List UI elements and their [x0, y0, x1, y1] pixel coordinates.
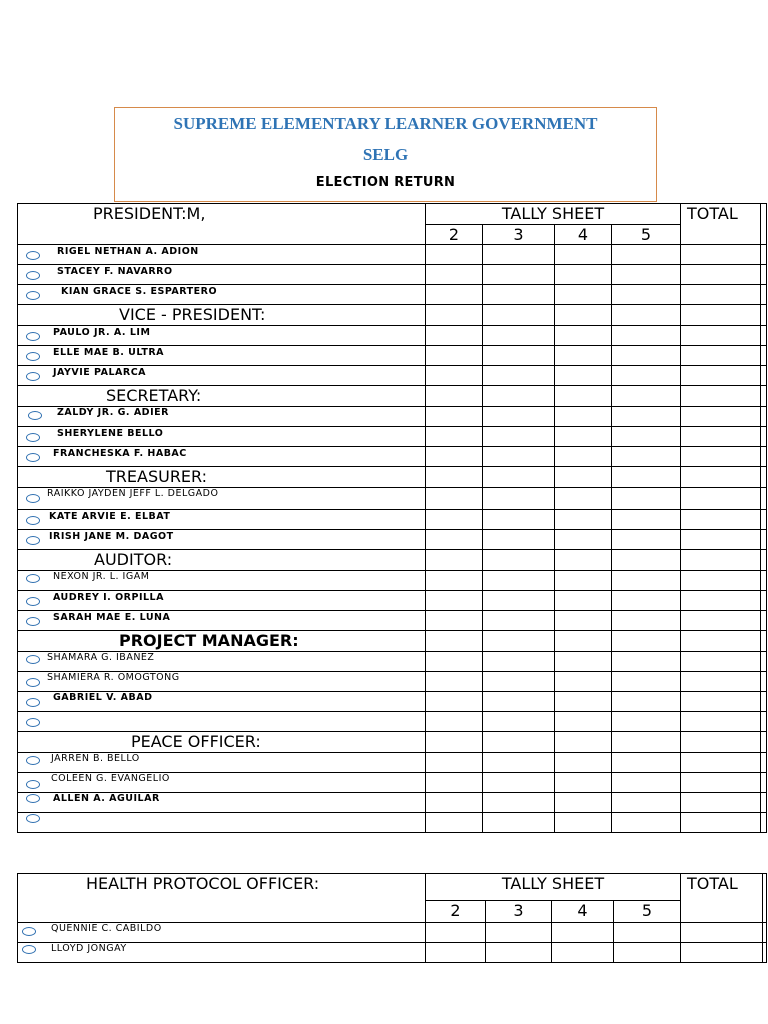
ballot-circle[interactable] — [26, 352, 40, 361]
candidate-name: STACEY F. NAVARRO — [57, 266, 173, 277]
table-row — [18, 943, 767, 963]
total-header: TOTAL — [681, 204, 761, 245]
candidate-name: ELLE MAE B. ULTRA — [53, 347, 164, 358]
ballot-circle[interactable] — [26, 655, 40, 664]
ballot-circle[interactable] — [26, 372, 40, 381]
candidate-name: PAULO JR. A. LIM — [53, 327, 151, 338]
table-row — [18, 510, 767, 530]
ballot-circle[interactable] — [26, 617, 40, 626]
candidate-name: RAIKKO JAYDEN JEFF L. DELGADO — [47, 488, 219, 499]
tally-col-4: 4 — [552, 901, 614, 923]
header-title: SUPREME ELEMENTARY LEARNER GOVERNMENT — [173, 114, 598, 133]
header-subtitle: SELG — [362, 145, 409, 164]
candidate-name: JAYVIE PALARCA — [53, 367, 147, 378]
table-row — [18, 326, 767, 346]
candidate-name: COLEEN G. EVANGELIO — [51, 773, 170, 784]
ballot-circle[interactable] — [26, 698, 40, 707]
table-row — [18, 753, 767, 773]
ballot-circle[interactable] — [26, 332, 40, 341]
tally-col-2: 2 — [426, 225, 483, 245]
table-row — [18, 245, 767, 265]
election-return-table — [17, 203, 767, 833]
tally-col-3: 3 — [483, 225, 555, 245]
table-row — [18, 712, 767, 732]
table-row — [18, 366, 767, 386]
ballot-circle[interactable] — [26, 574, 40, 583]
ballot-circle[interactable] — [22, 927, 36, 936]
candidate-name: AUDREY I. ORPILLA — [53, 592, 164, 603]
candidate-name: JARREN B. BELLO — [51, 753, 140, 764]
candidate-name: GABRIEL V. ABAD — [53, 692, 153, 703]
document-type: ELECTION RETURN — [315, 175, 456, 190]
treasurer-header: TREASURER: — [18, 467, 426, 488]
table-row — [18, 652, 767, 672]
ballot-circle[interactable] — [26, 291, 40, 300]
ballot-circle[interactable] — [26, 794, 40, 803]
table-row — [18, 793, 767, 813]
table-row — [18, 530, 767, 550]
ballot-circle[interactable] — [28, 411, 42, 420]
tally-col-3: 3 — [486, 901, 552, 923]
secretary-header: SECRETARY: — [18, 386, 426, 407]
ballot-circle[interactable] — [26, 536, 40, 545]
tally-col-2: 2 — [426, 901, 486, 923]
total-header: TOTAL — [681, 874, 763, 923]
table-row — [18, 571, 767, 591]
ballot-circle[interactable] — [26, 597, 40, 606]
table-row — [18, 447, 767, 467]
candidate-name: IRISH JANE M. DAGOT — [49, 531, 174, 542]
candidate-name: KIAN GRACE S. ESPARTERO — [61, 286, 218, 297]
ballot-circle[interactable] — [26, 251, 40, 260]
ballot-circle[interactable] — [26, 780, 40, 789]
candidate-name: LLOYD JONGAY — [51, 943, 127, 954]
table-row — [18, 488, 767, 510]
table-row — [18, 407, 767, 427]
candidate-name: ALLEN A. AGUILAR — [53, 793, 160, 804]
ballot-circle[interactable] — [26, 718, 40, 727]
tally-sheet-header: TALLY SHEET — [426, 204, 681, 225]
candidate-name: SHAMARA G. IBAÑEZ — [47, 652, 155, 663]
peace-officer-header: PEACE OFFICER: — [18, 732, 426, 753]
candidate-name: KATE ARVIE E. ELBAT — [49, 511, 171, 522]
table-row — [18, 813, 767, 833]
ballot-circle[interactable] — [26, 756, 40, 765]
ballot-circle[interactable] — [26, 271, 40, 280]
health-officer-header: HEALTH PROTOCOL OFFICER: — [18, 874, 426, 923]
table-row — [18, 427, 767, 447]
candidate-name: RIGEL NETHAN A. ADION — [57, 246, 199, 257]
health-officer-table — [17, 873, 767, 963]
ballot-circle[interactable] — [26, 453, 40, 462]
candidate-name: NEXON JR. L. IGAM — [53, 571, 150, 582]
table-row — [18, 611, 767, 631]
ballot-circle[interactable] — [26, 494, 40, 503]
table-row — [18, 672, 767, 692]
tally-sheet-header: TALLY SHEET — [426, 874, 681, 901]
table-row — [18, 923, 767, 943]
tally-col-5: 5 — [614, 901, 681, 923]
candidate-name: SHAMIERA R. OMOGTONG — [47, 672, 180, 683]
candidate-name: SARAH MAE E. LUNA — [53, 612, 171, 623]
header-box — [114, 107, 657, 202]
ballot-circle[interactable] — [26, 433, 40, 442]
project-manager-header: PROJECT MANAGER: — [18, 631, 426, 652]
president-header: PRESIDENT:M, — [18, 204, 426, 245]
table-row — [18, 773, 767, 793]
tally-col-4: 4 — [555, 225, 612, 245]
auditor-header: AUDITOR: — [18, 550, 426, 571]
ballot-circle[interactable] — [26, 516, 40, 525]
candidate-name: ZALDY JR. G. ADIER — [57, 407, 169, 418]
table-row — [18, 591, 767, 611]
tally-col-5: 5 — [612, 225, 681, 245]
ballot-circle[interactable] — [26, 678, 40, 687]
candidate-name: FRANCHESKA F. HABAC — [53, 448, 187, 459]
table-row — [18, 285, 767, 305]
candidate-name: SHERYLENE BELLO — [57, 428, 164, 439]
table-row — [18, 692, 767, 712]
table-row — [18, 265, 767, 285]
ballot-circle[interactable] — [26, 814, 40, 823]
table-row — [18, 346, 767, 366]
vice-president-header: VICE - PRESIDENT: — [18, 305, 426, 326]
candidate-name: QUENNIE C. CABILDO — [51, 923, 162, 934]
ballot-circle[interactable] — [22, 945, 36, 954]
